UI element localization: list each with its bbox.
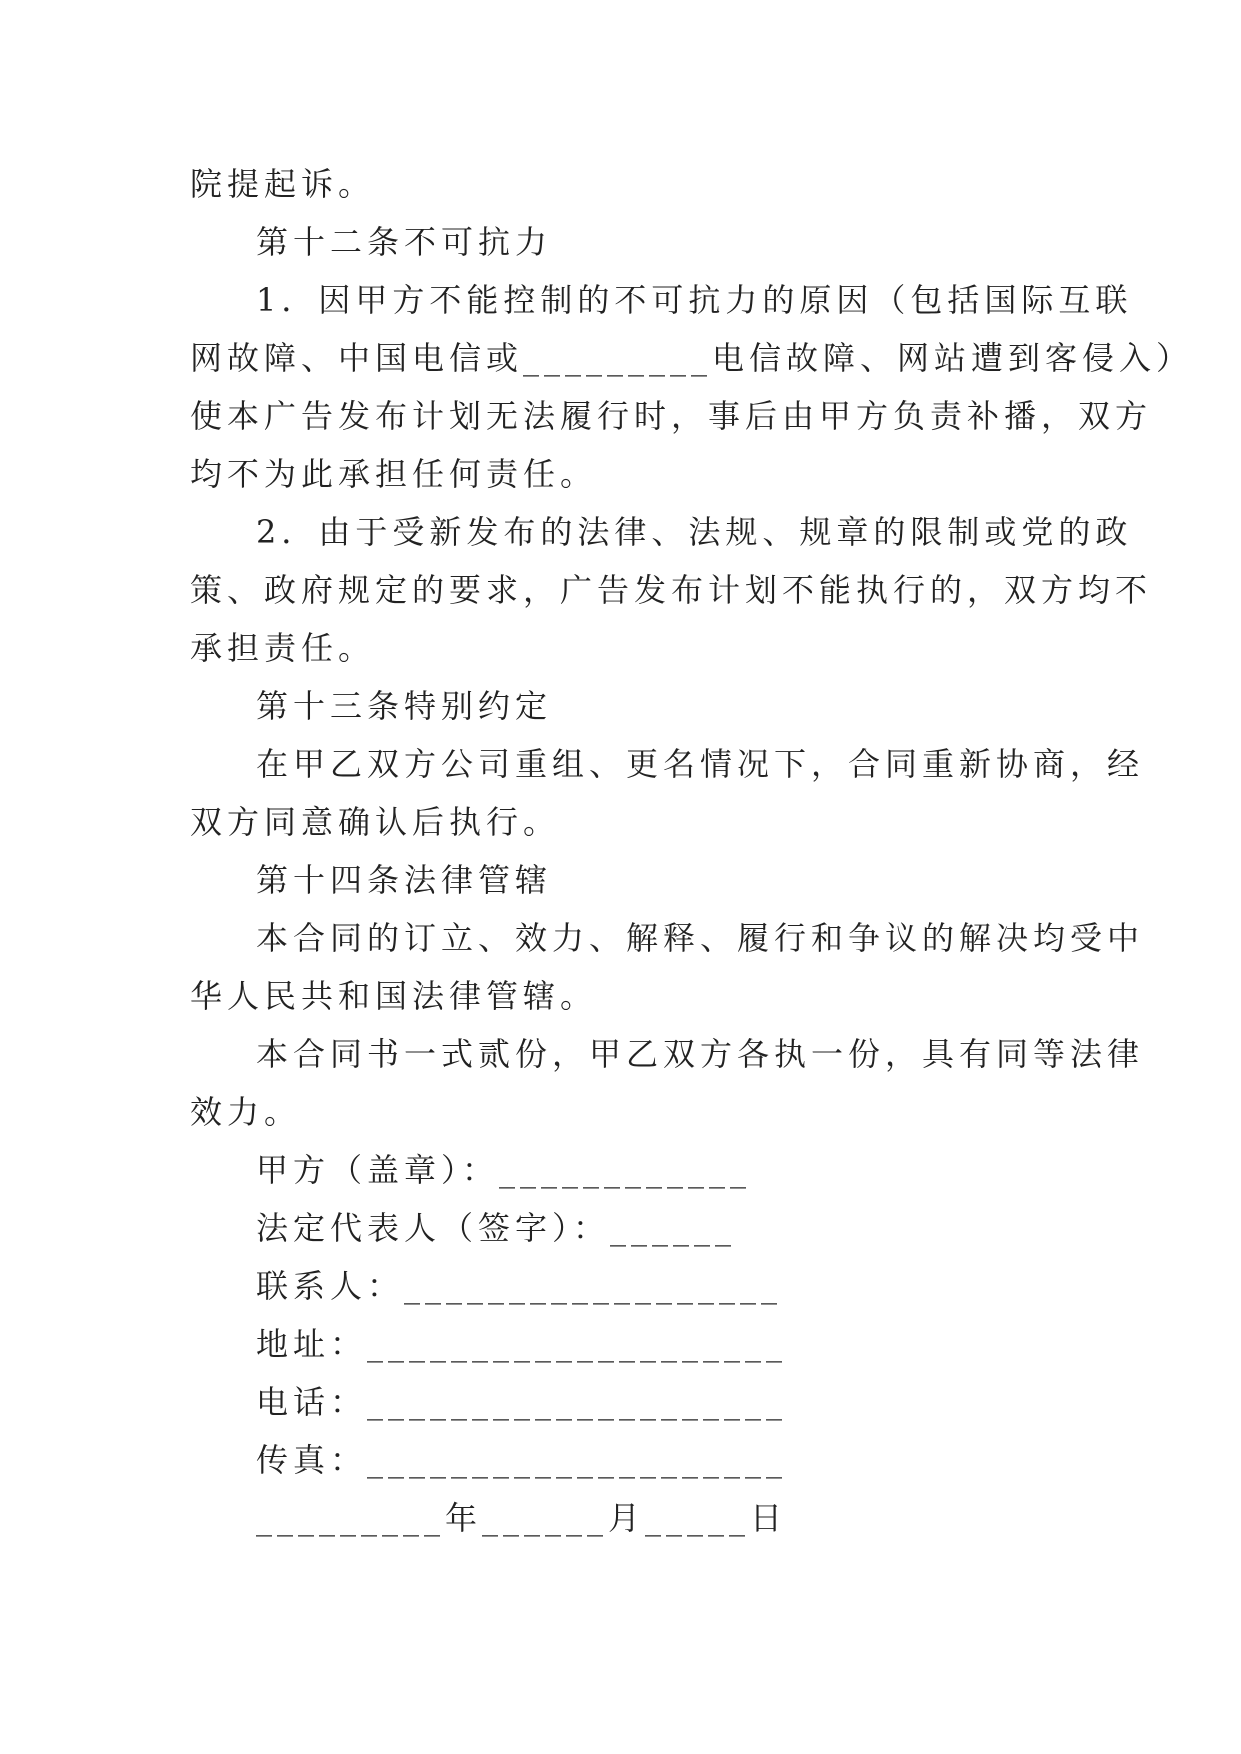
text-line: 承担责任。: [190, 629, 376, 667]
text-line: 策、政府规定的要求，广告发布计划不能执行的，双方均不: [190, 571, 1153, 609]
text-line: 1．因甲方不能控制的不可抗力的原因（包括国际互联: [256, 281, 1133, 319]
address-field: 地址：____________________: [256, 1325, 788, 1363]
text-line: 使本广告发布计划无法履行时，事后由甲方负责补播，双方: [190, 397, 1153, 435]
section-heading: 第十三条特别约定: [256, 687, 553, 725]
text-line: 院提起诉。: [190, 165, 376, 203]
date-field: _________年______月_____日: [256, 1499, 788, 1537]
legal-representative-field: 法定代表人（签字）：______: [256, 1209, 737, 1247]
phone-field: 电话：____________________: [256, 1383, 788, 1421]
fax-field: 传真：____________________: [256, 1441, 788, 1479]
section-heading: 第十四条法律管辖: [256, 861, 553, 899]
text-line: 均不为此承担任何责任。: [190, 455, 598, 493]
text-line: 在甲乙双方公司重组、更名情况下，合同重新协商，经: [256, 745, 1145, 783]
party-a-seal-field: 甲方（盖章）：____________: [256, 1151, 752, 1189]
text-line: 双方同意确认后执行。: [190, 803, 561, 841]
text-line: 本合同的订立、效力、解释、履行和争议的解决均受中: [256, 919, 1145, 957]
contact-person-field: 联系人：__________________: [256, 1267, 783, 1305]
text-line: 本合同书一式贰份，甲乙双方各执一份，具有同等法律: [256, 1035, 1145, 1073]
text-line: 2．由于受新发布的法律、法规、规章的限制或党的政: [256, 513, 1133, 551]
text-line: 网故障、中国电信或_________电信故障、网站遭到客侵入）: [190, 339, 1194, 377]
document-body: [190, 155, 1194, 1547]
text-line: 效力。: [190, 1093, 302, 1131]
text-line: 华人民共和国法律管辖。: [190, 977, 598, 1015]
section-heading: 第十二条不可抗力: [256, 223, 553, 261]
